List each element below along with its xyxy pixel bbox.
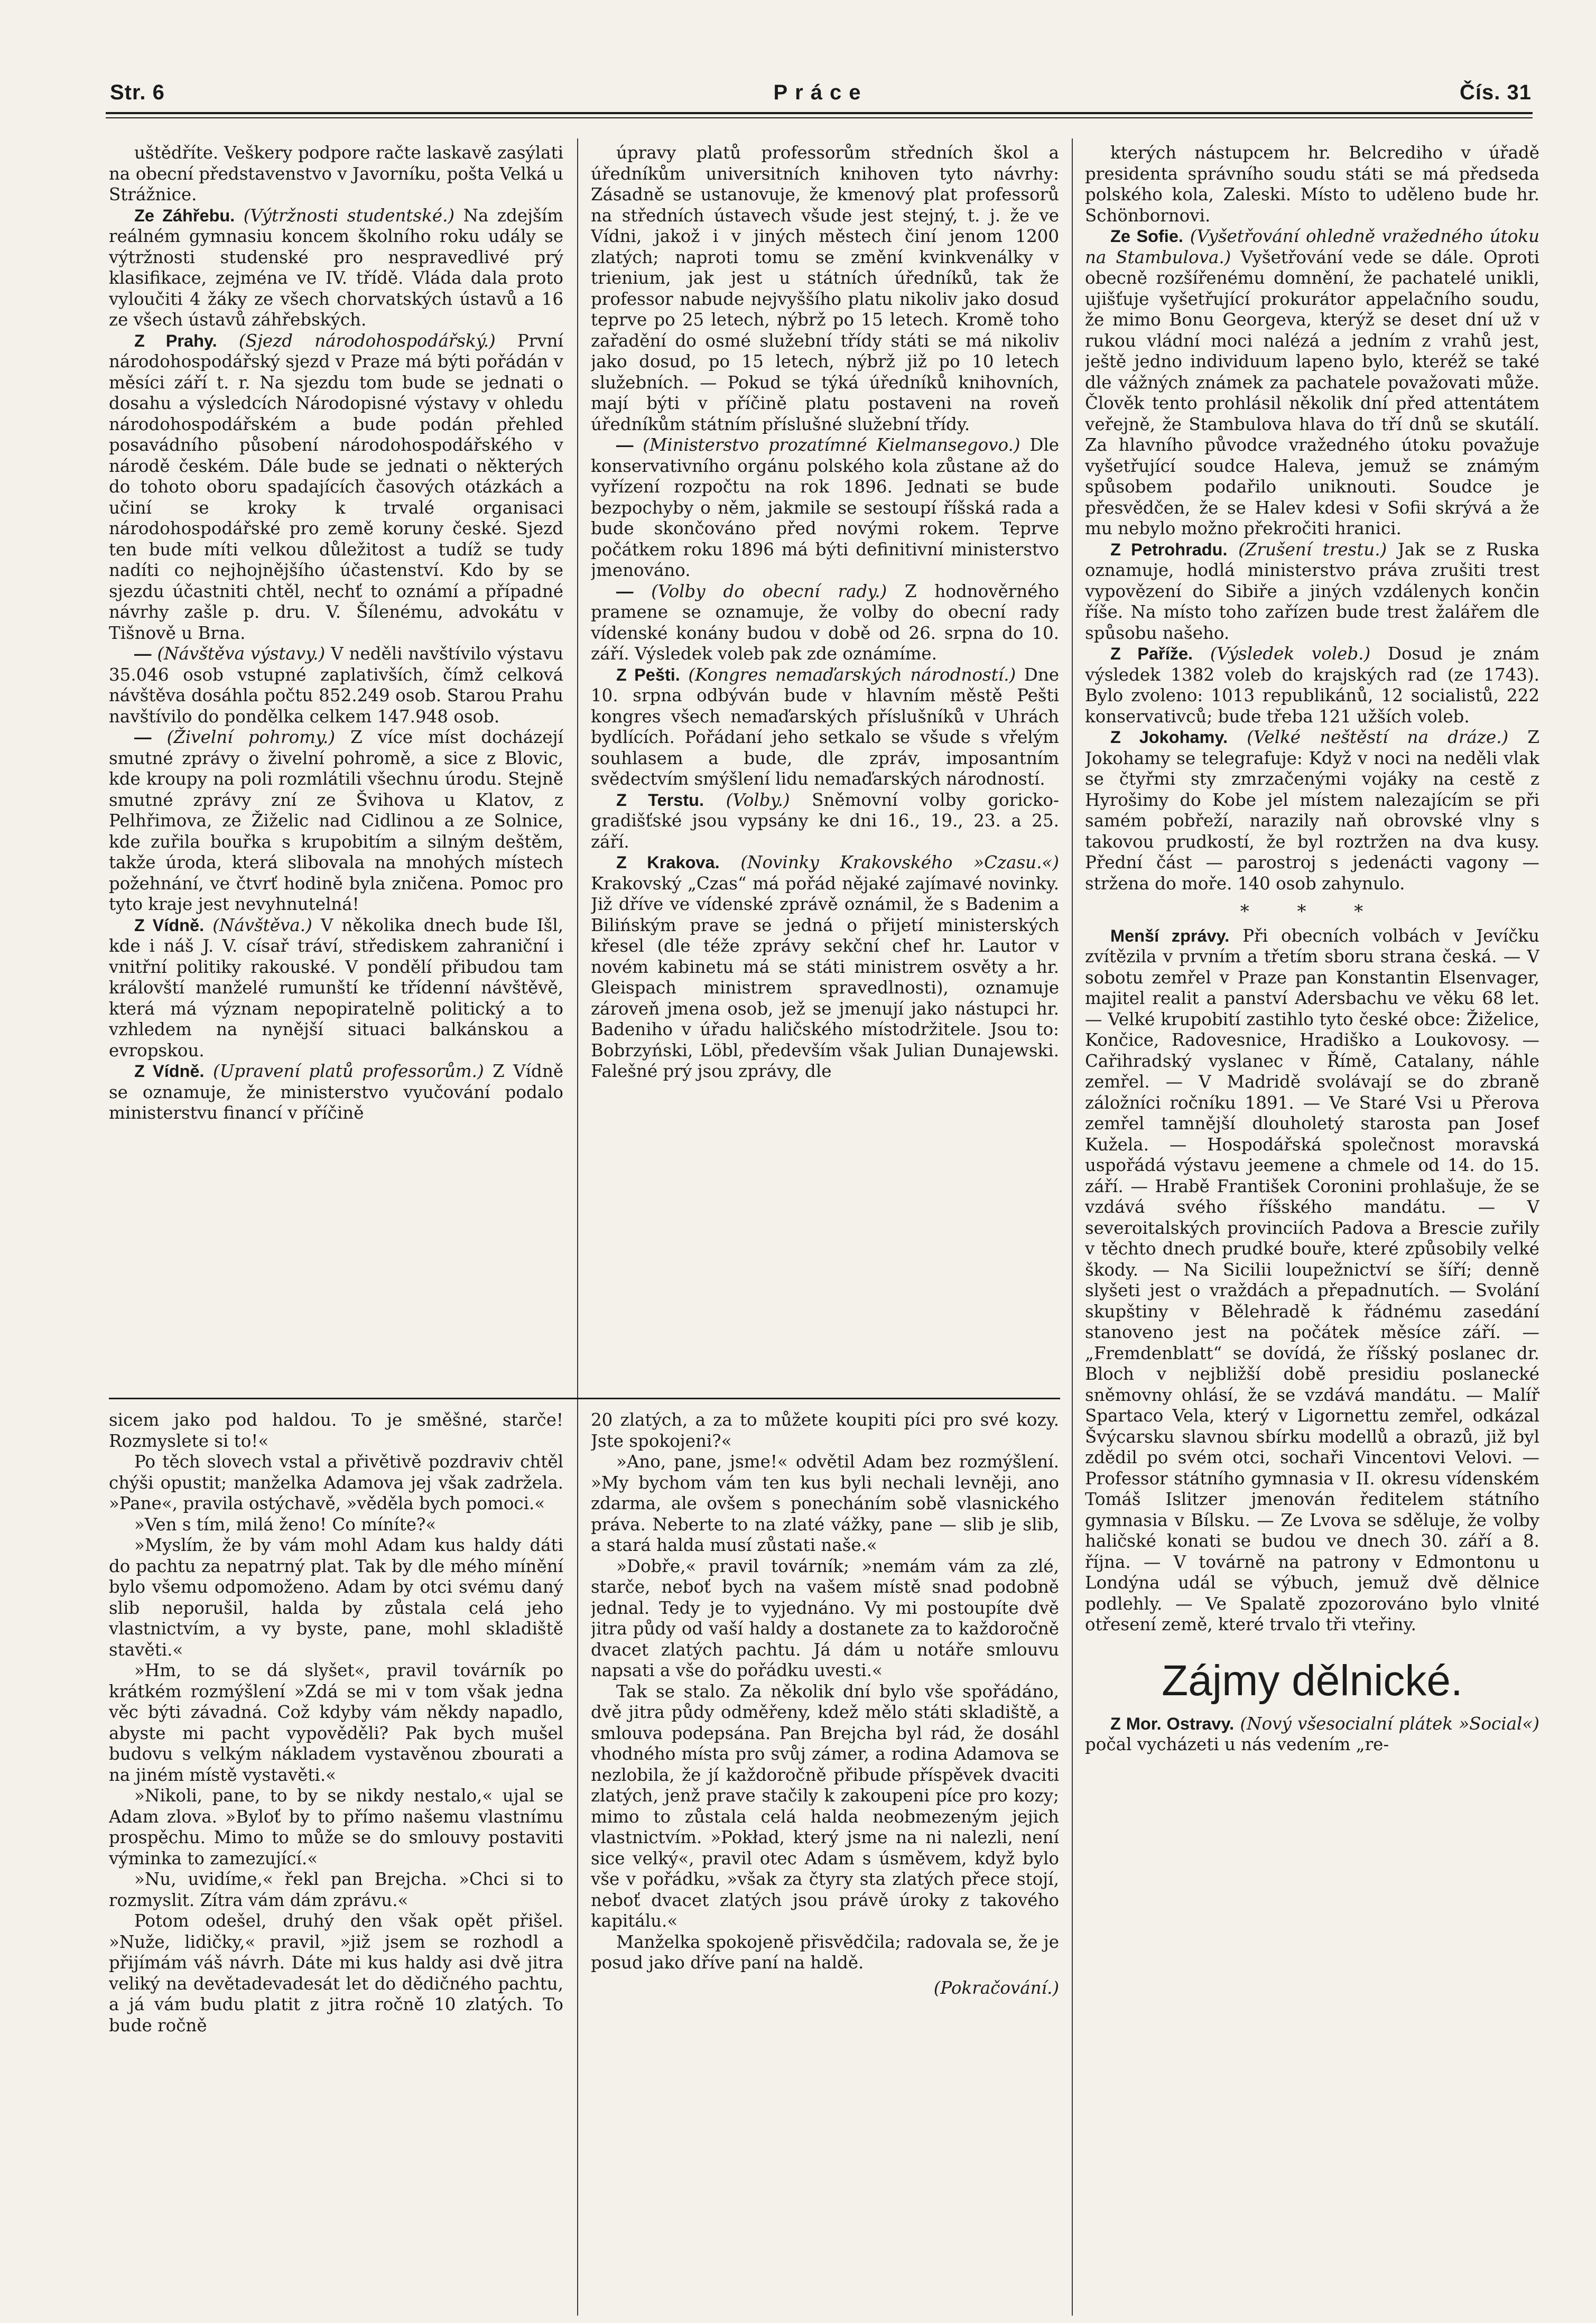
article-text: Z více míst docházejí smutné zprávy o živelní pohromě, a sice z Blovic, kde kroupy na poli rozmlátili všechnu úrodu. Stejně smutné zprávy zní ze Švihova u Klatov, z Pelhřimova, ze Žiželic nad Cidlinou a ze Solnice, kde zuřila bouřka s krupobitím a silným deštěm, takže úroda, která slibovala na mnohých místech požehnání, ve čtvrť hodině byla zničena. Pomoc pro tyto kraje jest nevyhnutelná! — [109, 727, 563, 914]
article-paragraph — [109, 1911, 563, 2036]
article-paragraph — [1085, 143, 1539, 226]
article-text: Z Jokohamy se telegrafuje: Když v noci na neděli vlak se čtyřmi sty zmrzačenými vojáky na cestě z Hyrošimy do Kobe jel místem nalezajícím se při samém pobřeží, narazily naň obrovské vlny s takovou prudkostí, že byl roztržen na dva kusy. Přední část — parostroj s jedenácti vagony — stržena do moře. 140 osob zahynulo. — [1085, 727, 1539, 894]
article-text: Potom odešel, druhý den však opět přišel. »Nuže, lidičky,« pravil, »již jsem se rozhodl a přijímám váš návrh. Dáte mi kus haldy asi dvě jitra veliký na devětadevadesát let do dědičného pachtu, a já vám budu platit z jitra ročně 10 zlatých. To bude ročně — [109, 1911, 563, 2036]
article-text: Při obecních volbách v Jevíčku zvítězila v prvním a třetím sboru strana česká. — V sobotu zemřel v Praze pan Konstantin Elsenvager, majitel realit a panství Adersbachu ve věku 68 let. — Velké krupobití zastihlo tyto české obce: Žiželice, Končice, Radovesnice, Hradiško a Loukovosy. — Cařihradský vyslanec v Římě, Catalany, náhle zemřel. — V Madridě svolávají se do zbraně záložníci ročníku 1891. — Ve Staré Vsi u Přerova zemřel tamnější dlouholetý starosta pan Josef Kužela. — Hospodářská společnost moravská uspořádá výstavu jeemene a chmele od 14. do 15. září. — Hrabě František Coronini prohlašuje, že se vzdává svého říšského mandátu. — V severoitalských provinciích Padova a Brescie zuřily v těchto dnech prudké bouře, které způsobily velké škody. — Na Sicilii loupežnictví se šíří; denně slyšeti jest o vraždách a přepadnutích. — Svolání skupštiny v Bělehradě k řádnému zasedání stanoveno jest na počátek měsíce září. — „Fremdenblatt“ se dovídá, že říšský poslanec dr. Bloch v nejbližší době presidiu poslanecké sněmovny ohlásí, že se vzdává mandátu. — Malíř Spartaco Vela, který v Ligornettu zemřel, odkázal Švýcarsku slavnou sbírku modellů a obrazů, již byl zdědil po svém otci, sochaři Vincentovi Velovi. — Professor státního gymnasia v II. okresu vídenském Tomáš Islitzer jmenován ředitelem státního gymnasia v Bílsku. — Ze Lvova se sděluje, že volby haličské konati se budou ve dnech 30. září a 8. října. — V továrně na patrony v Edmontonu u Londýna udál se výbuch, jemuž dvě dělnice podlehly. — Ve Spalatě zpozorováno bylo vlnité otřesení země, které trvalo tři vteřiny. — [1085, 925, 1539, 1634]
article-paragraph — [109, 143, 563, 206]
feuilleton-column-2 — [591, 1410, 1059, 2319]
article-paragraph — [109, 1452, 563, 1514]
article-paragraph — [591, 143, 1059, 435]
article-lead: Z Jokohamy. — [1110, 728, 1228, 747]
section-heading: Zájmy dělnické. — [1162, 1656, 1463, 1705]
article-text: Vyšetřování vede se dále. Oproti obecně rozšířenému domnění, že pachatelé unikli, ujišťuje vyšetřující prokurátor appelačního soudu, že mimo Bonu Georgeva, kterýž se deset dní už v rukou vládní moci nalézá a jedním z vrahů jest, ještě jedno individuum lapeno bylo, kteréž se také dle vážných známek za pachatele považovati může. Člověk tento prohlásil několik dní před attentátem veřejně, že Stambulova hlava do tří dnů se skutálí. Za hlavního původce vražedného útoku považuje vyšetřující soudce Haleva, jemuž se známým spůsobem podařilo uniknouti. Soudce je přesvědčen, že se Halev kdesi v Sofii skrývá a že mu nebylo možno překročiti hranici. — [1085, 247, 1539, 538]
article-paragraph — [109, 1660, 563, 1786]
article-paragraph — [109, 1869, 563, 1911]
article-paragraph — [1085, 1714, 1539, 1755]
article-text: »Ano, pane, jsme!« odvětil Adam bez rozmýšlení. »My bychom vám ten kus byli nechali levněji, ano zdarma, ale ovšem s ponecháním sobě vlasnického práva. Neberte to na zlaté vážky, pane — slib je slib, a stará halda musí zůstati naše.« — [591, 1452, 1059, 1555]
article-subtitle: (Velké neštěstí na dráze.) — [1247, 727, 1509, 747]
newspaper-title: Práce — [773, 81, 868, 104]
article-text: uštědříte. Veškery podpore račte laskavě zasýlati na obecní představenstvo v Javorníku, pošta Velká u Strážnice. — [109, 143, 563, 205]
article-paragraph — [109, 644, 563, 727]
article-text: Z hodnověrného pramene se oznamuje, že volby do obecní rady vídenské konány budou v době od 26. srpna do 10. září. Výsledek voleb pak zde oznámíme. — [591, 581, 1059, 664]
article-lead: Z Vídně. — [134, 915, 205, 935]
article-text: Tak se stalo. Za několik dní bylo vše spořádáno, dvě jitra půdy odměřeny, kdež mělo státi skladiště, a smlouva podepsána. Pan Brejcha byl rád, že dosáhl vhodného místa pro svůj zámer, a rodina Adamova se nezlobila, že jí každoročně přibude příspěvek dvaciti zlatých, jenž prave stačily k zakoupeni píce pro kozy; mimo to zůstala celá halda neobmezeným jejich vlastnictvím. »Pokład, který jsme na ni nalezli, není sice velký«, pravil otec Adam s úsměvem, když bylo vše v pořádku, »však za čtyry sta zlatých přece stojí, neboť dvacet zlatých jsou právě úroky z takového kapitálu.« — [591, 1681, 1059, 1931]
article-paragraph — [591, 1932, 1059, 1974]
article-subtitle: (Upravení platů professorům.) — [213, 1061, 484, 1081]
article-paragraph — [591, 435, 1059, 581]
section-stars: * * * — [1240, 901, 1385, 922]
article-subtitle: (Kongres nemaďarských národností.) — [688, 664, 1016, 685]
article-text: kterých nástupcem hr. Belcrediho v úřadě presidenta správního soudu státi se má předseda polského kola, Zaleski. Místo to uděleno bude hr. Schönbornovi. — [1085, 143, 1539, 226]
article-text: počal vycházeti u nás vedením „re- — [1085, 1734, 1389, 1754]
continued-note: (Pokračování.) — [933, 1977, 1059, 1998]
article-lead: Z Vídně. — [134, 1062, 205, 1081]
article-lead: — — [134, 728, 152, 747]
article-lead: Z Paříže. — [1110, 644, 1193, 663]
column-divider — [1072, 138, 1073, 2316]
article-text: Manželka spokojeně přisvědčila; radovala se, že je posud jako dříve paní na haldě. — [591, 1931, 1059, 1973]
article-paragraph — [591, 665, 1059, 790]
article-text: Jak se z Ruska oznamuje, hodlá ministerstvo práva zrušiti trest vypovězení do Sibiře a jiných vzdálenych končin říše. Na místo toho zařízen bude trest žalářem dle spůsobu našeho. — [1085, 539, 1539, 643]
article-paragraph — [109, 1410, 563, 1452]
article-subtitle: (Nový všesocialní plátek »Social«) — [1240, 1713, 1539, 1734]
article-paragraph — [591, 1681, 1059, 1932]
article-paragraph — [109, 1061, 563, 1124]
article-lead: Z Mor. Ostravy. — [1110, 1714, 1235, 1733]
article-text: Dne 10. srpna odbýván bude v hlavním městě Pešti kongres všech nemaďarských příslušníků v Uhrách bydlících. Pořádaní jeho setkalo se všude s vřelým souhlasem a bude, dle zpráv, imposantním svědectvím smýšlení lidu nemaďarských národností. — [591, 664, 1059, 789]
feuilleton-divider — [109, 1398, 1060, 1399]
article-lead: Z Prahy. — [134, 331, 217, 350]
news-column-1 — [109, 143, 563, 1382]
header-rule — [106, 112, 1533, 114]
article-lead: Z Pešti. — [616, 665, 680, 684]
article-text: Dosud je znám výsledek 1382 voleb do krajských rad (ze 1743). Bylo zvoleno: 1013 republikánů, 12 socialistů, 222 konservativců; bude třeba 121 užších voleb. — [1085, 644, 1539, 727]
article-paragraph — [591, 1556, 1059, 1681]
article-text: úpravy platů professorům středních škol a úředníkům universitních knihoven tyto návrhy: Zásadně se ustanovuje, že kmenový plat professorů na středních ústavech všude jest stejný, t. j. že ve Vídni, jakož i v jiných městech činí jenom 1200 zlatých; naproti tomu se změní kvinkvenálky v trienium, jak jest u státních úředníků, tak že professor nabude nejvyššího platu nikoliv jako dosud teprve po 25 letech, nýbrž po 15 letech. Kromě toho zařadění do osmé služební třídy státi se má nikoliv jako dosud, po 15 letech, nýbrž již po 10 letech služebních. — Pokud se týká úředníků knihovních, mají býti v příčině platu postaveni na roveň úředníkům státním příslušné služební třídy. — [591, 143, 1059, 434]
article-paragraph — [1085, 926, 1539, 1636]
page-number: Str. 6 — [110, 81, 165, 104]
article-paragraph — [591, 852, 1059, 1082]
workers-news — [1085, 1714, 1539, 1755]
article-paragraph — [109, 1786, 563, 1869]
news-column-3 — [1085, 143, 1539, 2320]
article-paragraph — [109, 727, 563, 915]
article-text: Krakovský „Czas“ má pořád nějaké zajímavé novinky. Již dříve ve vídenské zprávě oznámil, že s Badenim a Bilińským prave se jedná o přijetí ministerských křesel (dle téže zprávy sekční chef hr. Lautor v novém kabinetu má se státi ministrem osvěty a hr. Gleispach ministrem spravedlnosti), oznamuje zároveň jmena osob, jež se jmenují jako nástupci hr. Badeniho v úřadu haličského místodržitele. Jsou to: Bobrzyński, Löbl, především však Julian Dunajewski. Falešné prý jsou zprávy, dle — [591, 873, 1059, 1081]
article-text: Dle konservativního orgánu polského kola zůstane až do vyřízení rozpočtu na rok 1896. Jednati se bude bezpochyby o něm, jakmile se sestoupí říšská rada a bude skončováno před novými rokem. Teprve počátkem roku 1896 má býti definitivní ministerstvo jmenováno. — [591, 435, 1059, 580]
article-lead: Menší zprávy. — [1110, 926, 1230, 945]
article-text: Po těch slovech vstal a přivětivě pozdraviv chtěl chýši opustit; manželka Adamova jej však zadržela. »Pane«, pravila ostýchavě, »věděla bych pomoci.« — [109, 1452, 563, 1513]
article-paragraph — [1085, 226, 1539, 540]
article-subtitle: (Živelní pohromy.) — [166, 727, 336, 747]
article-paragraph — [591, 581, 1059, 665]
article-paragraph — [591, 790, 1059, 853]
article-paragraph — [1085, 727, 1539, 894]
article-subtitle: (Návštěva výstavy.) — [157, 644, 326, 664]
feuilleton-column-1 — [109, 1410, 563, 2319]
article-subtitle: (Volby.) — [726, 789, 790, 810]
article-text: »Dobře,« pravil továrník; »nemám vám za zlé, starče, neboť bych na vašem místě snad podobně jednal. Tedy je to vyjednáno. Vy mi postoupíte dvě jitra půdy od vaší haldy a dostanete za to každoročně dvacet zlatých pachtu. Já dám u notáře smlouvu napsati a vše do pořádku uvesti.« — [591, 1556, 1059, 1680]
article-text: »Nikoli, pane, to by se nikdy nestalo,« ujal se Adam zlova. »Byloť by to přímo našemu vlastnímu prospěchu. Mimo to může se do smlouvy postaviti výminka to zamezující.« — [109, 1786, 563, 1869]
article-lead: Ze Záhřebu. — [134, 206, 235, 225]
article-subtitle: (Novinky Krakovského »Czasu.«) — [740, 852, 1059, 872]
article-lead: Z Terstu. — [616, 790, 704, 810]
article-subtitle: (Vyšetřování ohledně vražedného útoku na Stambulova.) — [1085, 226, 1539, 267]
news-column-3-top — [1085, 143, 1539, 894]
article-paragraph — [109, 206, 563, 331]
article-text: Sněmovní volby goricko-gradišťské jsou vypsány ke dni 16., 19., 23. a 25. září. — [591, 789, 1059, 852]
article-lead: Z Krakova. — [616, 853, 720, 872]
article-subtitle: (Volby do obecní rady.) — [651, 581, 887, 601]
article-text: »Ven s tím, milá ženo! Co míníte?« — [134, 1514, 437, 1535]
article-subtitle: (Výsledek voleb.) — [1210, 644, 1371, 664]
article-text: »Hm, to se dá slyšet«, pravil továrník po krátkém rozmýšlení »Zdá se mi v tom však jedna věc býti závadná. Což kdyby vám někdy napadlo, abyste mi pacht vypověděli? Pak bych mušel budovu s velkým nákladem vystavěnou zbourati a na jiném místě vystavěti.« — [109, 1660, 563, 1785]
issue-number: Čís. 31 — [1460, 81, 1532, 104]
article-text: V neděli navštívilo výstavu 35.046 osob vstupné zaplativších, čímž celková návštěva dosáhla počtu 852.249 osob. Starou Prahu navštívilo do pondělka celkem 147.948 osob. — [109, 644, 563, 727]
article-text: 20 zlatých, a za to můžete koupiti píci pro své kozy. Jste spokojeni?« — [591, 1410, 1059, 1451]
page-header — [110, 79, 1532, 111]
article-subtitle: (Návštěva.) — [212, 915, 312, 935]
article-subtitle: (Ministerstvo prozatímné Kielmansegovo.) — [643, 435, 1020, 455]
article-subtitle: (Výtržnosti studentské.) — [243, 205, 455, 226]
column-divider — [577, 138, 578, 2316]
news-column-2 — [591, 143, 1059, 1382]
feuilleton-column-2-body — [591, 1410, 1059, 1974]
article-text: »Nu, uvidíme,« řekl pan Brejcha. »Chci si to rozmyslit. Zítra vám dám zprávu.« — [109, 1869, 563, 1910]
article-paragraph — [1085, 644, 1539, 727]
article-lead: Ze Sofie. — [1110, 227, 1183, 246]
article-text: První národohospodářský sjezd v Praze má býti pořádán v měsíci září t. r. Na sjezdu tom bude se jednati o dosahu a výsledcích Národopisné výstavy v ohledu národohospodářském a bude podán přehled posavádního působení národohospodářského v národě českém. Dále bude se jednati o některých do tohoto oboru spadajících časových otázkách a učiní se kroky k trvalé organisaci národohospodářské pro země koruny české. Sjezd ten bude míti velkou důležitost a tudíž se tudy nadíti co nejhojnějšího účastenství. Kdo by se sjezdu účastniti chtěl, nechť to oznámí a případné návrhy zašle p. dru. V. Šílenému, advokátu v Tišnově u Brna. — [109, 330, 563, 643]
header-rule-thin — [106, 117, 1533, 118]
article-paragraph — [109, 1535, 563, 1660]
article-text: sicem jako pod haldou. To je směšné, starče! Rozmyslete si to!« — [109, 1410, 563, 1451]
article-paragraph — [591, 1452, 1059, 1556]
article-lead: Z Petrohradu. — [1110, 540, 1228, 559]
article-lead: — — [616, 435, 634, 454]
article-paragraph — [109, 331, 563, 644]
article-text: V několika dnech bude Išl, kde i náš J. V. císař tráví, střediskem zahraniční i vnitřní politiky rakouské. V pondělí přibudou tam královští manželé rumunští ke třídenní návštěvě, která má význam nepopiratelně politický a to vzhledem na nynější situaci balkánskou a evropskou. — [109, 915, 563, 1061]
article-paragraph — [591, 1410, 1059, 1452]
short-news — [1085, 926, 1539, 1636]
article-lead: — — [616, 581, 634, 601]
article-paragraph — [1085, 540, 1539, 644]
article-subtitle: (Zrušení trestu.) — [1238, 539, 1387, 560]
article-subtitle: (Sjezd národohospodářský.) — [238, 330, 496, 351]
article-paragraph — [109, 1514, 563, 1536]
article-text: »Myslím, že by vám mohl Adam kus haldy dáti do pachtu za nepatrný plat. Tak by dle mého mínění bylo všemu odpomoženo. Adam by otci svému daný slib neporušil, halda by zůstala celá jeho vlastnictvím, a vy byste, pane, mohl skladiště stavěti.« — [109, 1535, 563, 1660]
article-paragraph — [109, 915, 563, 1062]
article-text: Z Vídně se oznamuje, že ministerstvo vyučování podalo ministerstvu financí v příčině — [109, 1061, 563, 1123]
article-text: Na zdejším reálném gymnasiu koncem školního roku udály se výtržnosti studenské pro nespravedlivé prý klasifikace, zejména ve IV. třídě. Vláda dala proto vyloučiti 4 žáky ze všech chorvatských ústavů a 16 ze všech ústavů záhřebských. — [109, 205, 563, 330]
article-lead: — — [134, 644, 152, 663]
